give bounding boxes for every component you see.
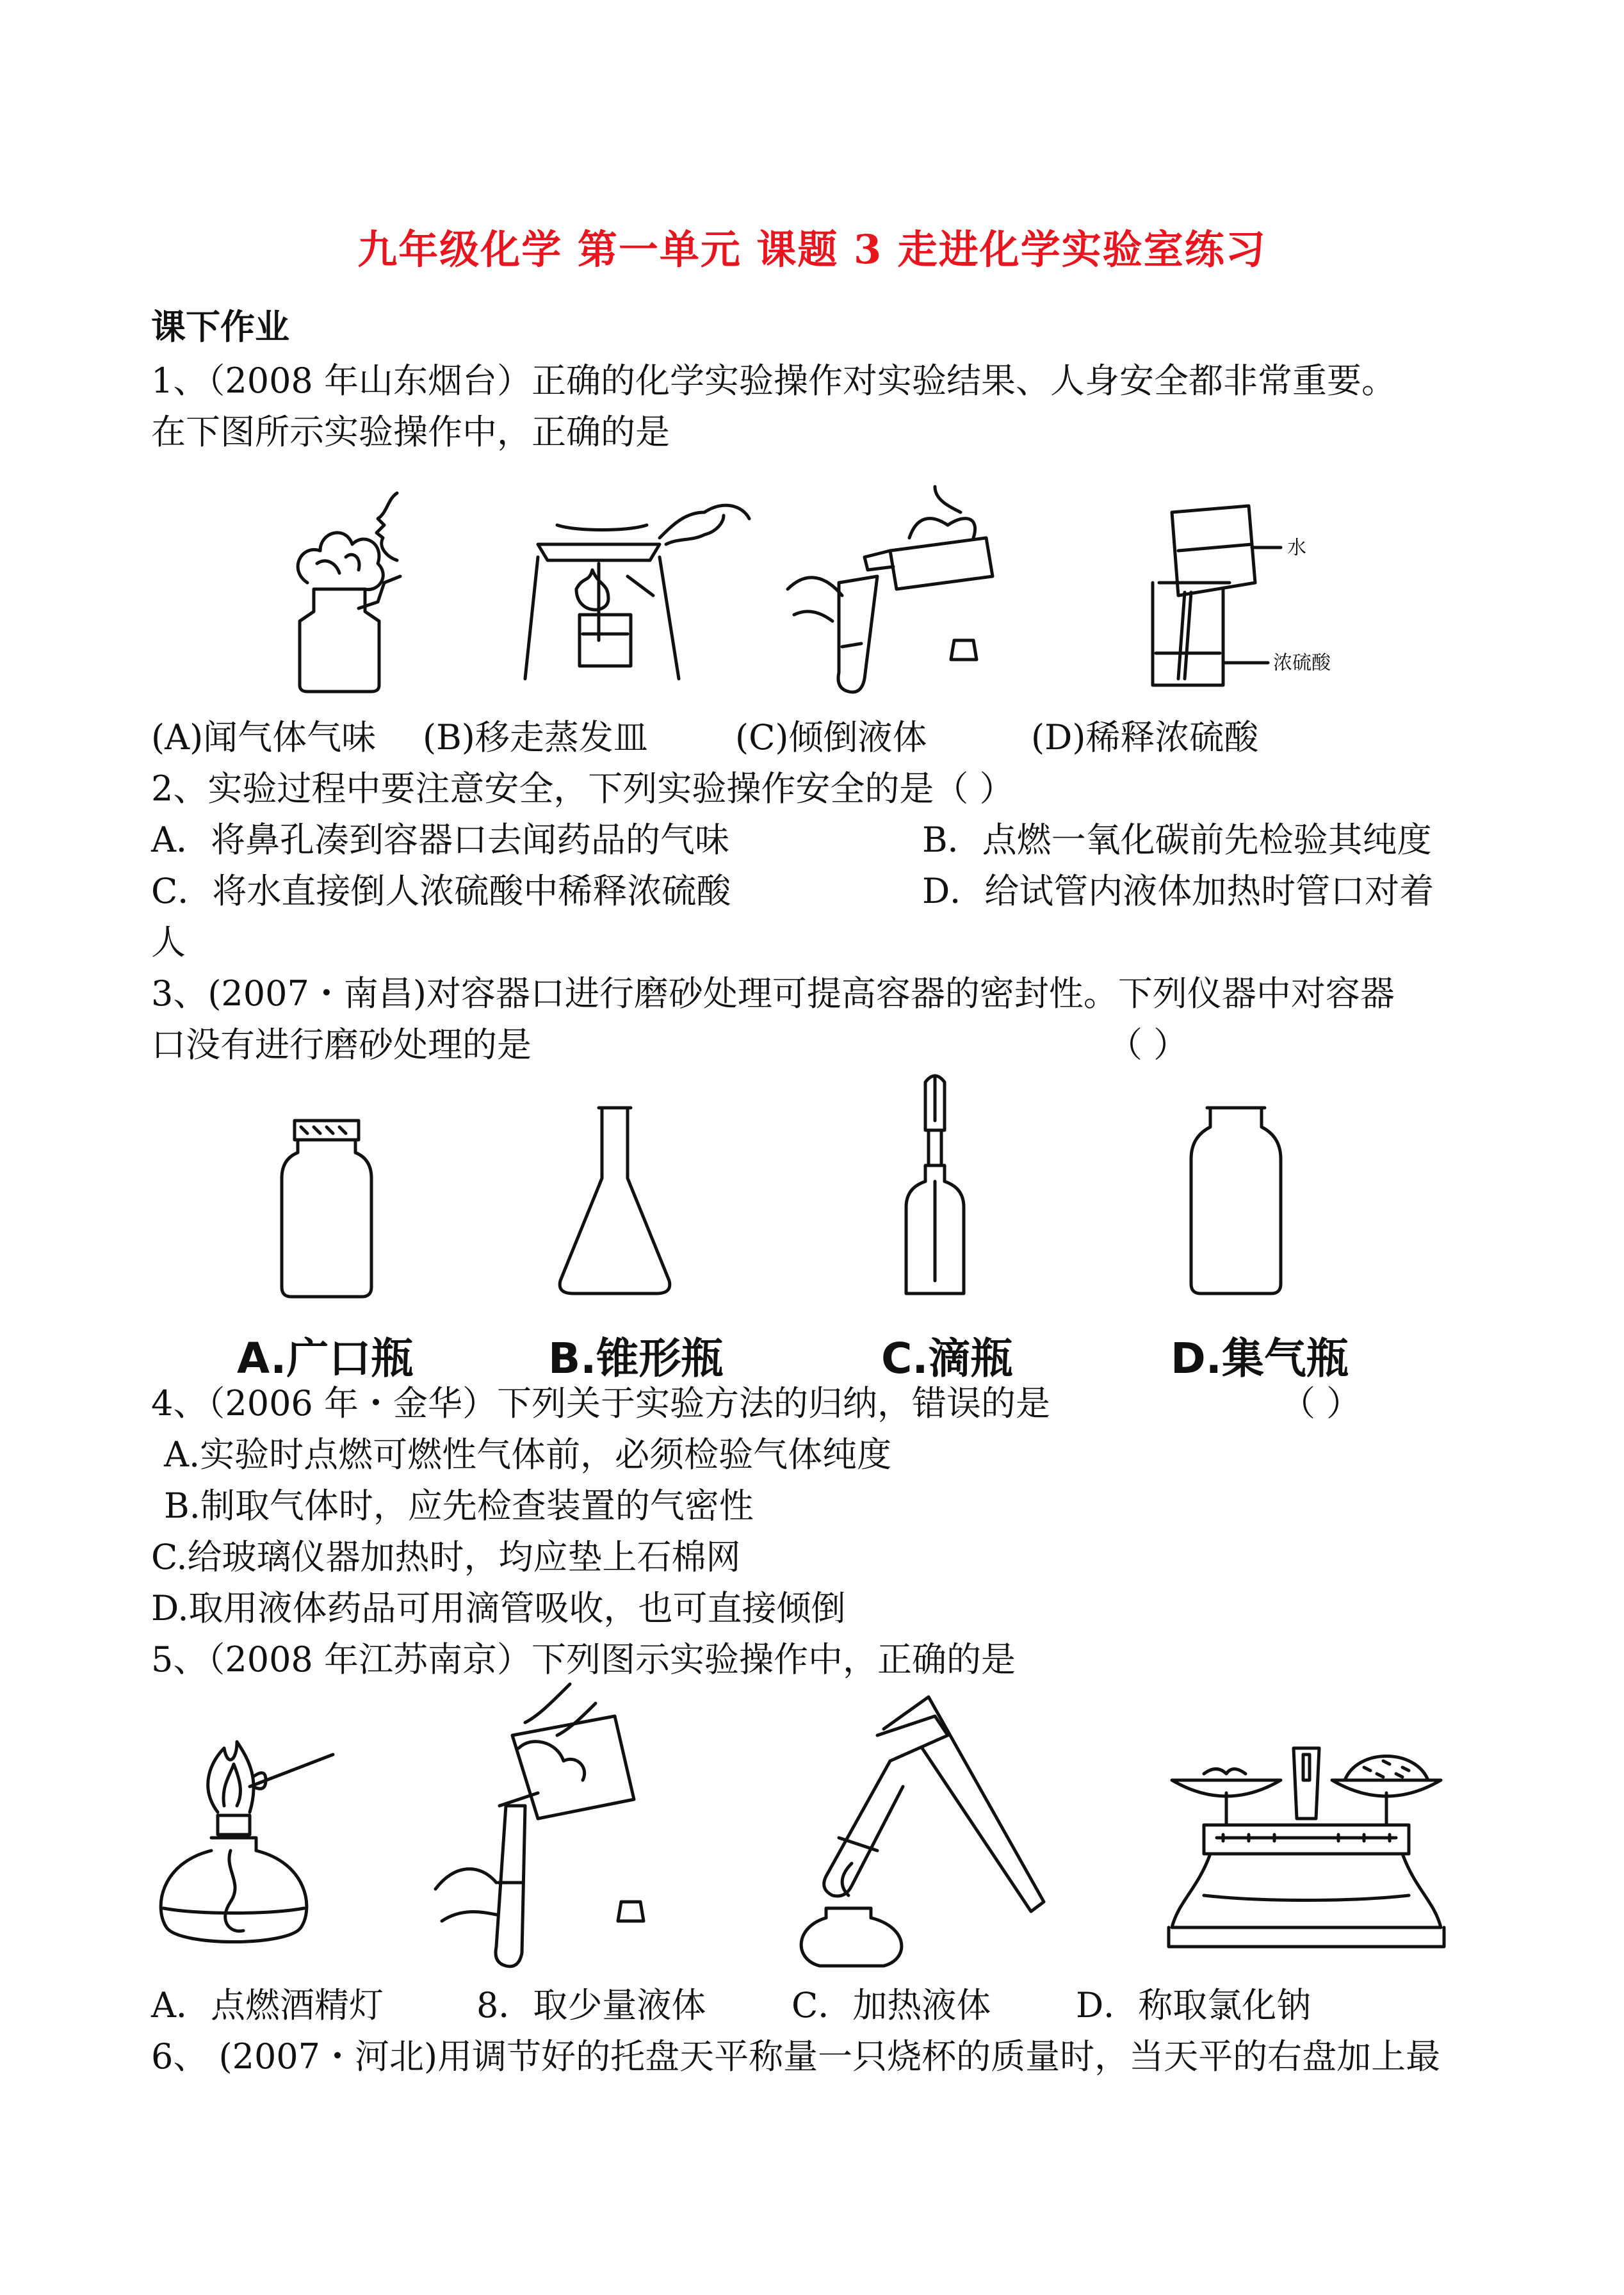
- q3-answer-blank: （ ）: [1108, 1025, 1189, 1065]
- q5-figure-take-liquid: [429, 1678, 672, 1985]
- q1-label-d: (D)稀释浓硫酸: [1031, 717, 1259, 758]
- q1-label-a: (A)闻气体气味: [151, 717, 377, 758]
- q3-stem-line1: 3、(2007・南昌)对容器口进行磨砂处理可提高容器的密封性。下列仪器中对容器: [151, 973, 1395, 1014]
- q4-option-c: C.给玻璃仪器加热时，均应垫上石棉网: [151, 1537, 741, 1577]
- q5-label-c: C．加热液体: [792, 1985, 991, 2025]
- q4-option-b: B.制取气体时，应先检查装置的气密性: [164, 1486, 754, 1526]
- page-title: 九年级化学 第一单元 课题 3 走进化学实验室练习: [357, 226, 1267, 273]
- q1-figure-pour-liquid: [781, 487, 1025, 704]
- q5-figure-weigh-salt: [1165, 1742, 1447, 1959]
- q5-stem: 5、（2008 年江苏南京）下列图示实验操作中，正确的是: [151, 1639, 1016, 1680]
- q4-option-d: D.取用液体药品可用滴管吸收，也可直接倾倒: [151, 1588, 846, 1628]
- q4-option-a: A.实验时点燃可燃性气体前，必须检验气体纯度: [164, 1434, 892, 1475]
- q5-figure-alcohol-lamp: [147, 1703, 359, 1959]
- q4-stem: 4、（2006 年・金华）下列关于实验方法的归纳，错误的是: [151, 1383, 1050, 1423]
- q5-label-a: A．点燃酒精灯: [151, 1985, 384, 2025]
- q3-label-d: D.集气瓶: [1171, 1334, 1349, 1383]
- q3-figure-wide-mouth-bottle: [269, 1114, 384, 1300]
- q1-figure-smell-gas: [282, 487, 423, 698]
- q5-figure-heat-liquid: [788, 1691, 1069, 1972]
- q2-option-d-continued: 人: [151, 922, 186, 962]
- q4-answer-blank: （ ）: [1281, 1383, 1361, 1423]
- q1-stem-line1: 1、（2008 年山东烟台）正确的化学实验操作对实验结果、人身安全都非常重要。: [151, 361, 1396, 401]
- q5-label-b: 8．取少量液体: [476, 1985, 706, 2025]
- q3-stem-line2: 口没有进行磨砂处理的是: [151, 1025, 532, 1065]
- q1-figure-dilute-acid: [1089, 487, 1358, 704]
- q1-figure-evaporating-dish: [512, 487, 756, 704]
- q3-label-a: A.广口瓶: [237, 1334, 414, 1383]
- section-heading: 课下作业: [151, 306, 289, 347]
- q2-option-d: D．给试管内液体加热时管口对着: [922, 871, 1434, 911]
- q1-label-c: (C)倾倒液体: [735, 717, 927, 758]
- q1-figure-acid-label: 浓硫酸: [1273, 652, 1331, 674]
- q1-figure-water-label: 水: [1287, 537, 1306, 559]
- q3-figure-dropper-bottle: [897, 1069, 973, 1306]
- q2-stem: 2、实验过程中要注意安全，下列实验操作安全的是（ ）: [151, 768, 1014, 809]
- q2-option-a: A．将鼻孔凑到容器口去闻药品的气味: [151, 820, 729, 860]
- q3-figure-gas-jar: [1178, 1101, 1294, 1300]
- q5-label-d: D．称取氯化钠: [1076, 1985, 1311, 2025]
- q1-stem-line2: 在下图所示实验操作中，正确的是: [151, 412, 670, 452]
- q2-option-c: C．将水直接倒人浓硫酸中稀释浓硫酸: [151, 871, 731, 911]
- q2-option-b: B．点燃一氧化碳前先检验其纯度: [922, 820, 1432, 860]
- q3-label-b: B.锥形瓶: [548, 1334, 724, 1383]
- q3-figure-conical-flask: [551, 1101, 679, 1306]
- q1-label-b: (B)移走蒸发皿: [423, 717, 648, 758]
- q3-label-c: C.滴瓶: [881, 1334, 1013, 1383]
- q6-stem: 6、 (2007・河北)用调节好的托盘天平称量一只烧杯的质量时，当天平的右盘加上最: [151, 2036, 1441, 2077]
